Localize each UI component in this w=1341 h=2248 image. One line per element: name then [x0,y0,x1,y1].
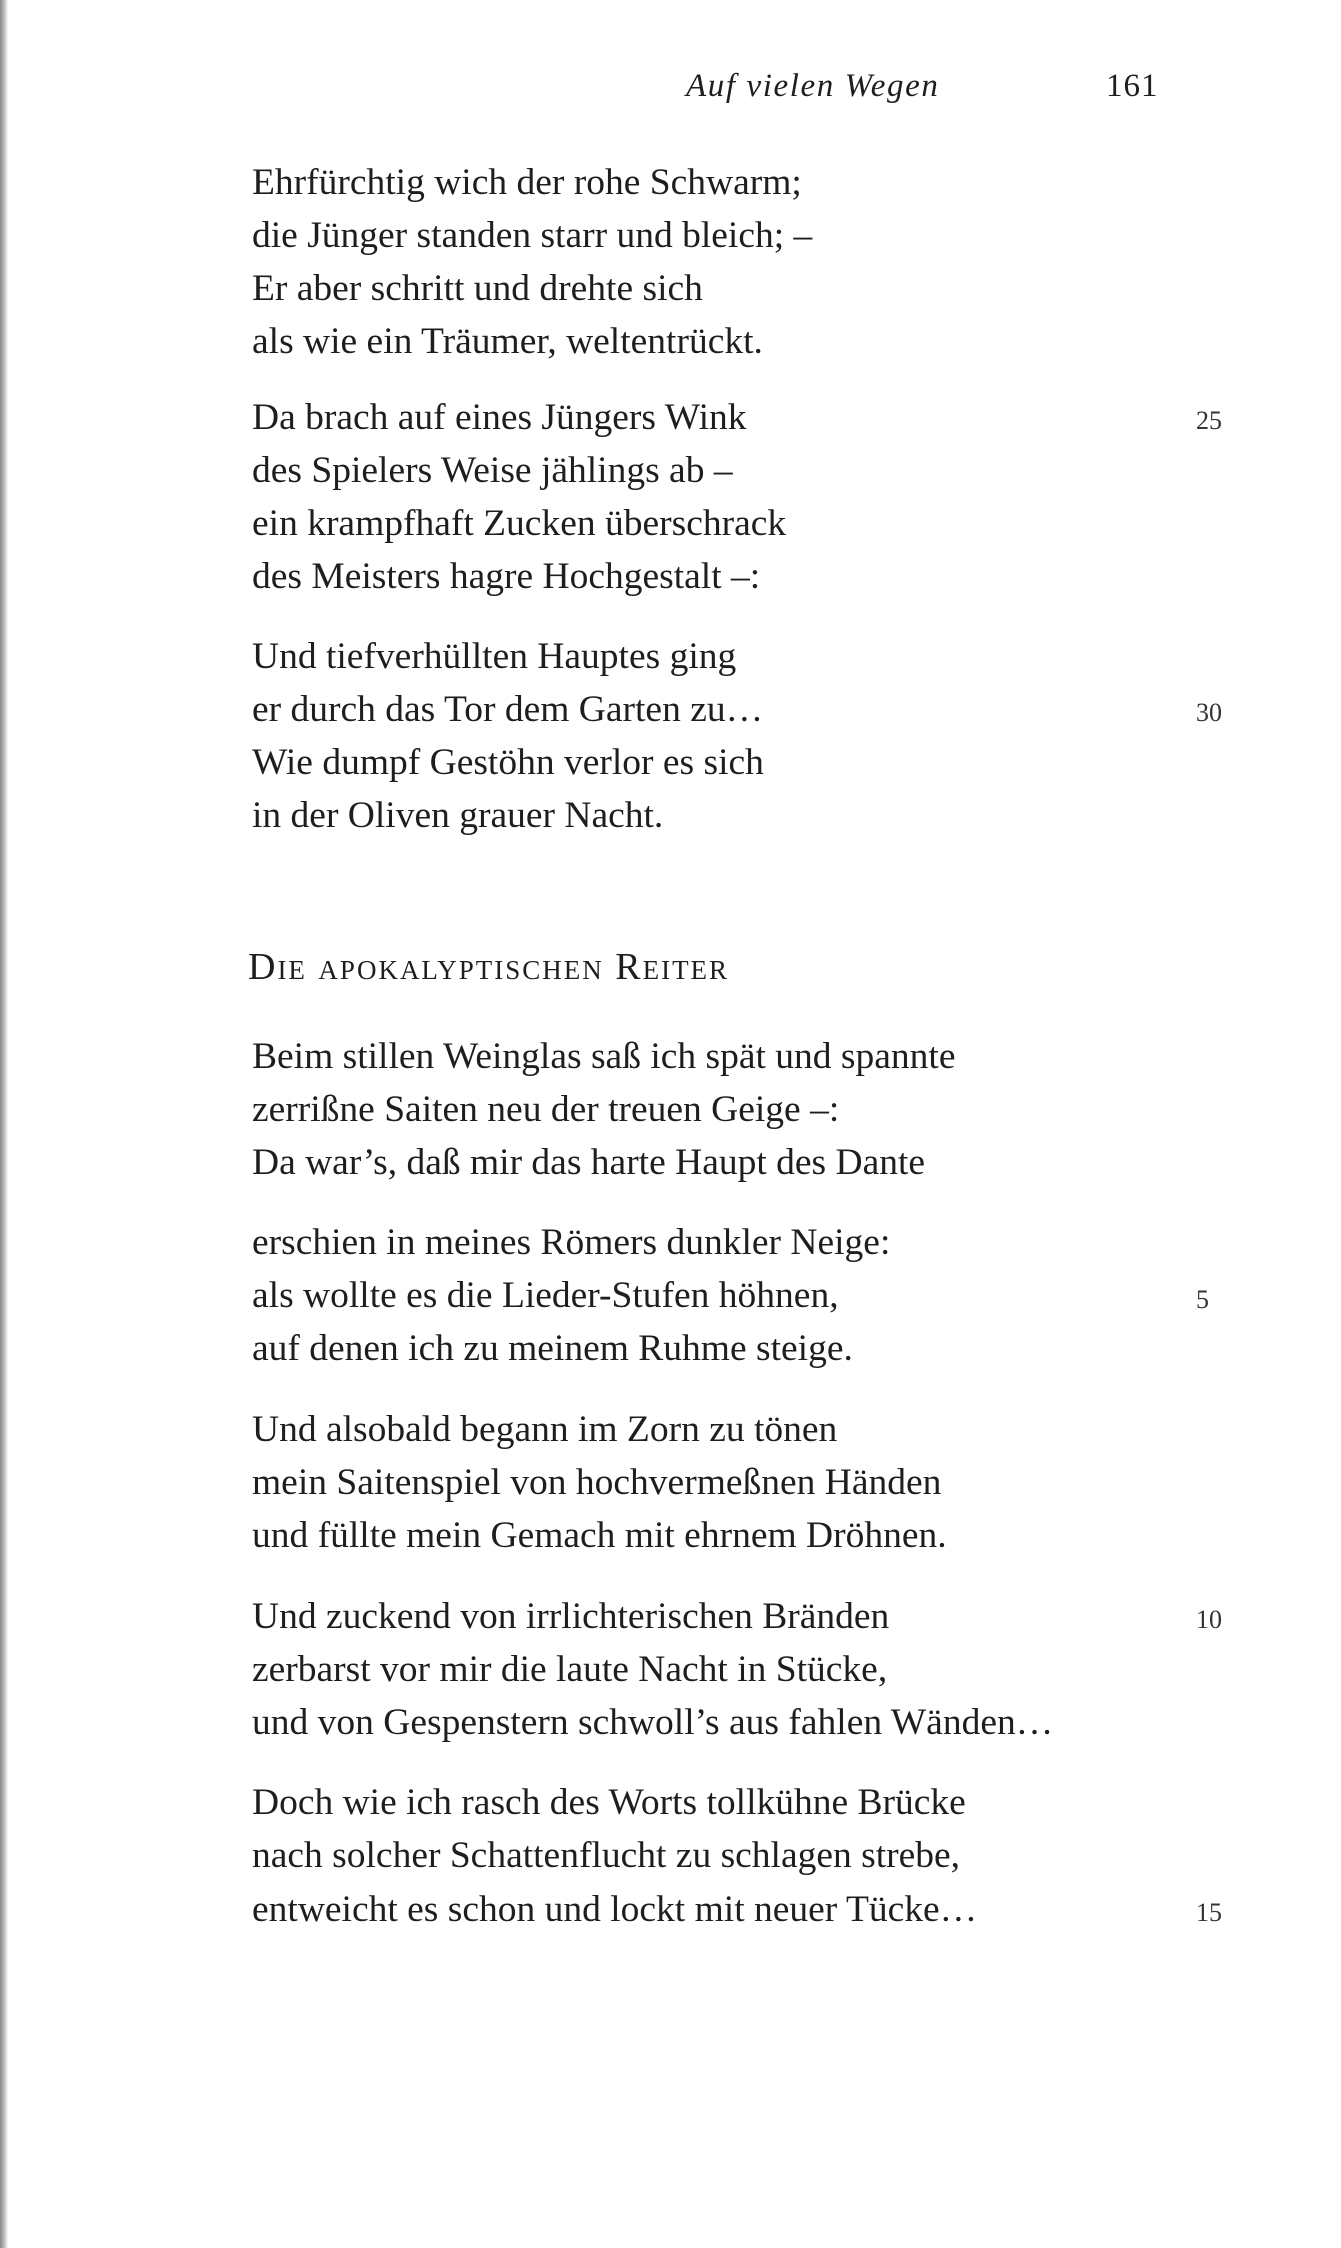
verse-line: des Spielers Weise jählings ab – [252,450,733,491]
verse-line: Und tiefverhüllten Hauptes ging [252,636,737,677]
verse-line: zerrißne Saiten neu der treuen Geige –: [252,1089,840,1130]
verse-line: er durch das Tor dem Garten zu… [252,689,764,730]
verse-line: und von Gespenstern schwoll’s aus fahlen Wänden… [252,1702,1054,1743]
verse-line: Und alsobald begann im Zorn zu tönen [252,1409,838,1450]
verse-line: Ehrfürchtig wich der rohe Schwarm; [252,162,802,203]
running-title: Auf vielen Wegen [686,68,940,104]
line-number: 30 [1196,698,1222,727]
verse-line: Er aber schritt und drehte sich [252,268,703,309]
verse-line: und füllte mein Gemach mit ehrnem Dröhnen. [252,1515,947,1556]
verse-line: des Meisters hagre Hochgestalt –: [252,556,761,597]
verse-line: als wollte es die Lieder-Stufen höhnen, [252,1275,839,1316]
verse-line: entweicht es schon und lockt mit neuer Tücke… [252,1889,978,1930]
verse-line: als wie ein Träumer, weltentrückt. [252,321,763,362]
verse-line: mein Saitenspiel von hochvermeßnen Händen [252,1462,942,1503]
poem-title: Die apokalyptischen Reiter [248,946,730,988]
page-edge-shadow [0,0,8,2248]
verse-line: auf denen ich zu meinem Ruhme steige. [252,1328,853,1369]
verse-line: erschien in meines Römers dunkler Neige: [252,1222,891,1263]
verse-line: Da war’s, daß mir das harte Haupt des Dante [252,1142,926,1183]
line-number: 5 [1196,1285,1209,1314]
verse-line: in der Oliven grauer Nacht. [252,795,664,836]
verse-line: nach solcher Schattenflucht zu schlagen strebe, [252,1835,961,1876]
verse-line: Beim stillen Weinglas saß ich spät und spannte [252,1036,956,1077]
verse-line: Wie dumpf Gestöhn verlor es sich [252,742,764,783]
line-number: 15 [1196,1898,1222,1927]
verse-line: Da brach auf eines Jüngers Wink [252,397,747,438]
verse-line: Doch wie ich rasch des Worts tollkühne Brücke [252,1782,966,1823]
verse-line: Und zuckend von irrlichterischen Bränden [252,1596,890,1637]
line-number: 25 [1196,406,1222,435]
verse-line: die Jünger standen starr und bleich; – [252,215,813,256]
verse-line: zerbarst vor mir die laute Nacht in Stücke, [252,1649,888,1690]
line-number: 10 [1196,1605,1222,1634]
page-number: 161 [1106,68,1159,104]
verse-line: ein krampfhaft Zucken überschrack [252,503,787,544]
